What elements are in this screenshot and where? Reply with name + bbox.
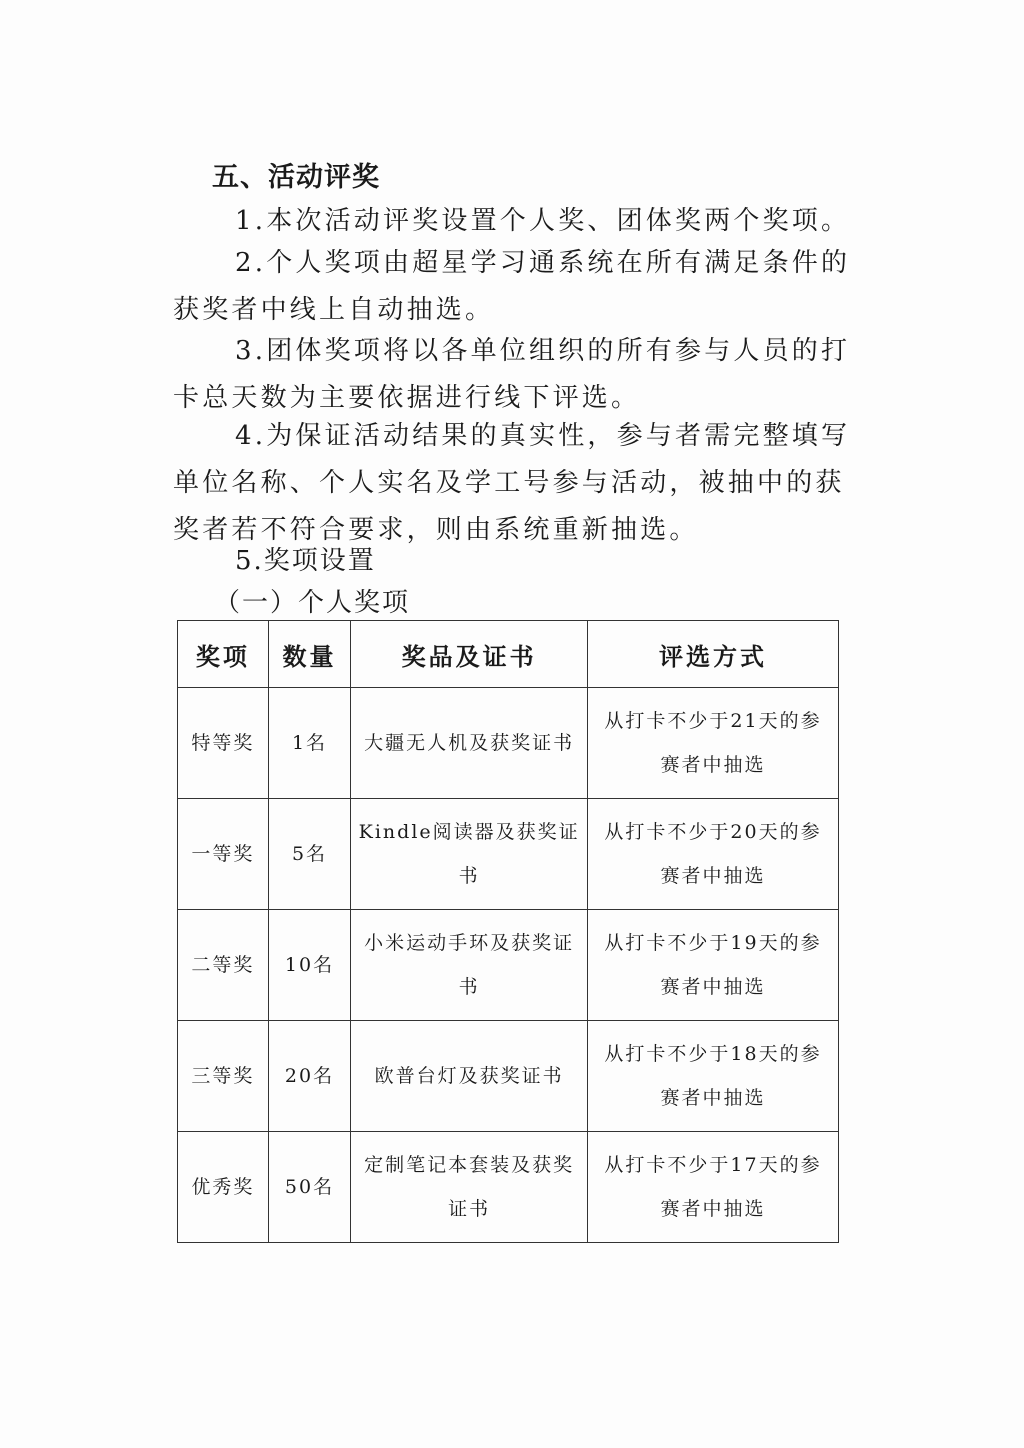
cell-award: 三等奖 bbox=[178, 1021, 269, 1132]
cell-award: 二等奖 bbox=[178, 910, 269, 1021]
header-prize: 奖品及证书 bbox=[351, 621, 588, 688]
cell-count: 5名 bbox=[268, 799, 351, 910]
paragraph-2: 2.个人奖项由超星学习通系统在所有满足条件的获奖者中线上自动抽选。 bbox=[173, 248, 851, 325]
method-text: 从打卡不少于21天的参赛者中抽选 bbox=[604, 710, 822, 776]
header-count: 数量 bbox=[268, 621, 351, 688]
cell-prize: 定制笔记本套装及获奖证书 bbox=[351, 1132, 588, 1243]
cell-prize: 小米运动手环及获奖证书 bbox=[351, 910, 588, 1021]
paragraph-4: 4.为保证活动结果的真实性，参与者需完整填写单位名称、个人实名及学工号参与活动，被抽中的获奖者若不符合要求，则由系统重新抽选。 bbox=[173, 421, 851, 545]
table-row bbox=[178, 799, 839, 910]
header-award: 奖项 bbox=[178, 621, 269, 688]
paragraph-3: 3.团体奖项将以各单位组织的所有参与人员的打卡总天数为主要依据进行线下评选。 bbox=[173, 336, 851, 413]
header-method: 评选方式 bbox=[588, 621, 839, 688]
paragraph-1: 1.本次活动评奖设置个人奖、团体奖两个奖项。 bbox=[235, 206, 851, 236]
cell-method bbox=[588, 1021, 839, 1132]
cell-award: 一等奖 bbox=[178, 799, 269, 910]
cell-award: 特等奖 bbox=[178, 688, 269, 799]
subheading-individual-awards: （一）个人奖项 bbox=[214, 588, 411, 618]
cell-method bbox=[588, 688, 839, 799]
method-text: 从打卡不少于18天的参赛者中抽选 bbox=[604, 1043, 822, 1109]
method-text: 从打卡不少于19天的参赛者中抽选 bbox=[604, 932, 822, 998]
awards-table bbox=[177, 620, 839, 1243]
table-row bbox=[178, 1132, 839, 1243]
method-text: 从打卡不少于17天的参赛者中抽选 bbox=[604, 1154, 822, 1220]
method-text: 从打卡不少于20天的参赛者中抽选 bbox=[604, 821, 822, 887]
paragraph-5: 5.奖项设置 bbox=[235, 546, 376, 576]
cell-prize: 欧普台灯及获奖证书 bbox=[351, 1021, 588, 1132]
table-row bbox=[178, 910, 839, 1021]
cell-count: 1名 bbox=[268, 688, 351, 799]
cell-count: 20名 bbox=[268, 1021, 351, 1132]
cell-method bbox=[588, 1132, 839, 1243]
table-header-row bbox=[178, 621, 839, 688]
cell-award: 优秀奖 bbox=[178, 1132, 269, 1243]
cell-method bbox=[588, 910, 839, 1021]
table-row bbox=[178, 1021, 839, 1132]
cell-count: 10名 bbox=[268, 910, 351, 1021]
cell-count: 50名 bbox=[268, 1132, 351, 1243]
cell-method bbox=[588, 799, 839, 910]
cell-prize: Kindle阅读器及获奖证书 bbox=[351, 799, 588, 910]
table-row bbox=[178, 688, 839, 799]
cell-prize: 大疆无人机及获奖证书 bbox=[351, 688, 588, 799]
section-heading: 五、活动评奖 bbox=[212, 162, 380, 193]
